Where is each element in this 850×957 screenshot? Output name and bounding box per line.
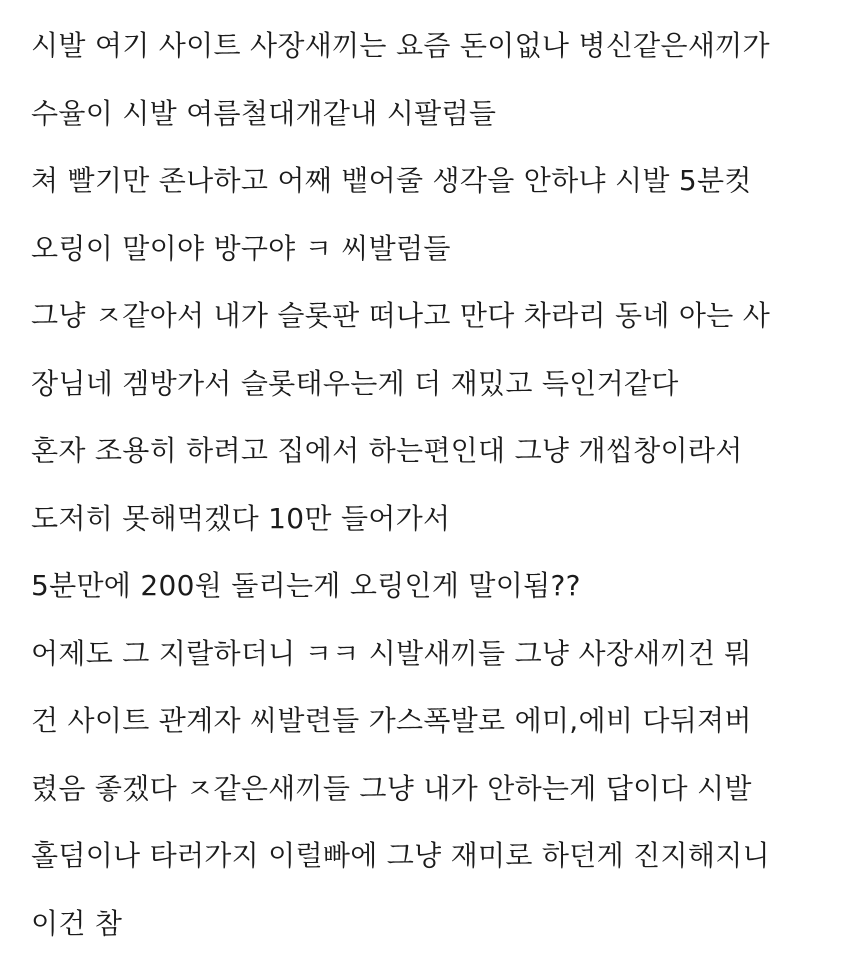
post-line: 건 사이트 관계자 씨발련들 가스폭발로 에미,에비 다뒤져버 — [31, 687, 831, 755]
post-line: 시발 여기 사이트 사장새끼는 요즘 돈이없나 병신같은새끼가 — [31, 12, 831, 80]
post-line: 그냥 ㅈ같아서 내가 슬롯판 떠나고 만다 차라리 동네 아는 사 — [31, 282, 831, 350]
post-line: 장님네 겜방가서 슬롯태우는게 더 재밌고 득인거같다 — [31, 350, 831, 418]
post-line: 쳐 빨기만 존나하고 어째 뱉어줄 생각을 안하냐 시발 5분컷 — [31, 147, 831, 215]
post-line: 도저히 못해먹겠다 10만 들어가서 — [31, 485, 831, 553]
post-line: 오링이 말이야 방구야 ㅋ 씨발럼들 — [31, 215, 831, 283]
post-line: 수율이 시발 여름철대개같내 시팔럼들 — [31, 80, 831, 148]
post-line: 렸음 좋겠다 ㅈ같은새끼들 그냥 내가 안하는게 답이다 시발 — [31, 755, 831, 823]
post-line: 5분만에 200원 돌리는게 오링인게 말이됨?? — [31, 552, 831, 620]
post-line: 혼자 조용히 하려고 집에서 하는편인대 그냥 개씹창이라서 — [31, 417, 831, 485]
post-line: 어제도 그 지랄하더니 ㅋㅋ 시발새끼들 그냥 사장새끼건 뭐 — [31, 620, 831, 688]
post-line: 이건 참 — [31, 890, 831, 957]
post-line: 홀덤이나 타러가지 이럴빠에 그냥 재미로 하던게 진지해지니 — [31, 822, 831, 890]
post-body — [31, 12, 831, 957]
